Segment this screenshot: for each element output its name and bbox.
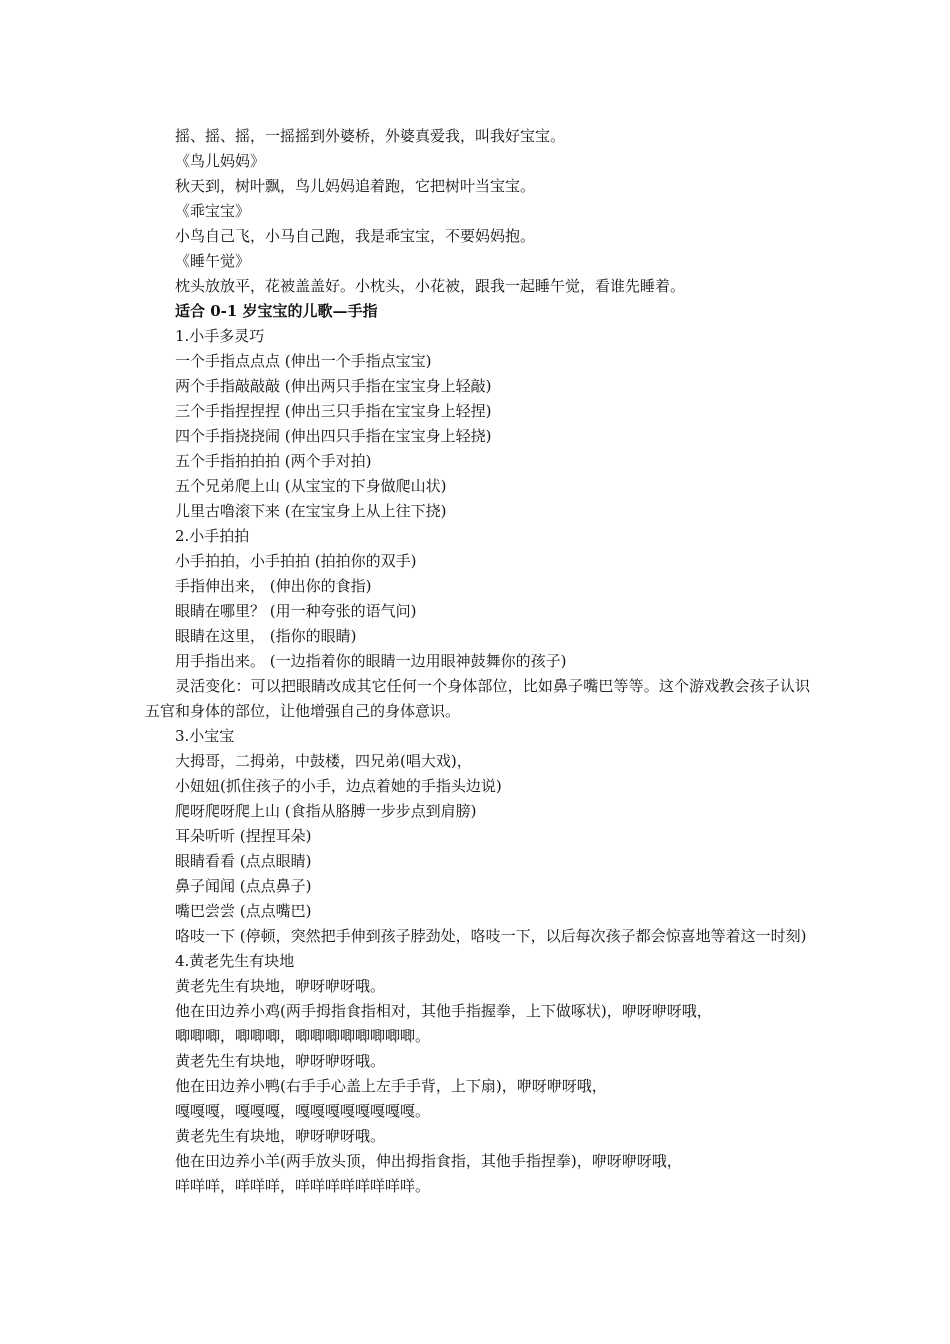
- text-line: 爬呀爬呀爬上山 (食指从胳膊一步步点到肩膀): [175, 802, 477, 820]
- text-line: 嘎嘎嘎，嘎嘎嘎，嘎嘎嘎嘎嘎嘎嘎嘎。: [175, 1102, 431, 1120]
- text-line: 手指伸出来， (伸出你的食指): [175, 577, 372, 595]
- song-title: 1.小手多灵巧: [175, 327, 265, 345]
- text-line: 秋天到，树叶飘，鸟儿妈妈追着跑，它把树叶当宝宝。: [175, 177, 536, 195]
- text-line: 咩咩咩，咩咩咩，咩咩咩咩咩咩咩咩。: [175, 1177, 431, 1195]
- text-line: 一个手指点点点 (伸出一个手指点宝宝): [175, 352, 432, 370]
- poem-title: 《鸟儿妈妈》: [175, 152, 266, 170]
- poem-title: 《乖宝宝》: [175, 202, 251, 220]
- text-line: 眼睛看看 (点点眼睛): [175, 852, 312, 870]
- text-line: 摇、摇、摇，一摇摇到外婆桥，外婆真爱我，叫我好宝宝。: [175, 127, 566, 145]
- text-line: 五个兄弟爬上山 (从宝宝的下身做爬山状): [175, 477, 447, 495]
- text-line: 黄老先生有块地，咿呀咿呀哦。: [175, 1052, 386, 1070]
- text-line: 黄老先生有块地，咿呀咿呀哦。: [175, 977, 386, 995]
- text-line: 他在田边养小鸭(右手手心盖上左手手背，上下扇)，咿呀咿呀哦，: [175, 1077, 607, 1095]
- text-line: 小手拍拍，小手拍拍 (拍拍你的双手): [175, 552, 417, 570]
- section-heading: 适合 0-1 岁宝宝的儿歌—手指: [175, 302, 378, 320]
- song-title: 2.小手拍拍: [175, 527, 250, 545]
- text-line: 枕头放放平，花被盖盖好。小枕头，小花被，跟我一起睡午觉，看谁先睡着。: [175, 277, 686, 295]
- text-line: 小鸟自己飞，小马自己跑，我是乖宝宝，不要妈妈抱。: [175, 227, 536, 245]
- song-title: 4.黄老先生有块地: [175, 952, 295, 970]
- text-line: 嘴巴尝尝 (点点嘴巴): [175, 902, 312, 920]
- document-body: [145, 124, 810, 1199]
- text-line: 黄老先生有块地，咿呀咿呀哦。: [175, 1127, 386, 1145]
- text-line: 大拇哥，二拇弟，中鼓楼，四兄弟(唱大戏)，: [175, 752, 472, 770]
- text-line: 唧唧唧，唧唧唧，唧唧唧唧唧唧唧唧。: [175, 1027, 431, 1045]
- text-line: 四个手指挠挠闹 (伸出四只手指在宝宝身上轻挠): [175, 427, 492, 445]
- text-line: 小妞妞(抓住孩子的小手，边点着她的手指头边说): [175, 777, 502, 795]
- text-line: 眼睛在这里， (指你的眼睛): [175, 627, 357, 645]
- text-line: 他在田边养小羊(两手放头顶，伸出拇指食指，其他手指捏拳)，咿呀咿呀哦，: [175, 1152, 682, 1170]
- text-line: 五个手指拍拍拍 (两个手对拍): [175, 452, 372, 470]
- text-line: 儿里古噜滚下来 (在宝宝身上从上往下挠): [175, 502, 447, 520]
- text-paragraph: 灵活变化：可以把眼睛改成其它任何一个身体部位，比如鼻子嘴巴等等。这个游戏教会孩子认识五官和身体的部位，让他增强自己的身体意识。: [145, 677, 810, 720]
- text-line: 他在田边养小鸡(两手拇指食指相对，其他手指握拳，上下做啄状)，咿呀咿呀哦，: [175, 1002, 712, 1020]
- text-line: 耳朵听听 (捏捏耳朵): [175, 827, 312, 845]
- text-line: 三个手指捏捏捏 (伸出三只手指在宝宝身上轻捏): [175, 402, 492, 420]
- song-title: 3.小宝宝: [175, 727, 235, 745]
- text-paragraph: 咯吱一下 (停顿，突然把手伸到孩子脖劲处，咯吱一下，以后每次孩子都会惊喜地等着这一时刻): [175, 927, 807, 945]
- text-line: 两个手指敲敲敲 (伸出两只手指在宝宝身上轻敲): [175, 377, 492, 395]
- text-line: 鼻子闻闻 (点点鼻子): [175, 877, 312, 895]
- poem-title: 《睡午觉》: [175, 252, 251, 270]
- text-line: 眼睛在哪里？ (用一种夸张的语气问): [175, 602, 417, 620]
- text-line: 用手指出来。 (一边指着你的眼睛一边用眼神鼓舞你的孩子): [175, 652, 567, 670]
